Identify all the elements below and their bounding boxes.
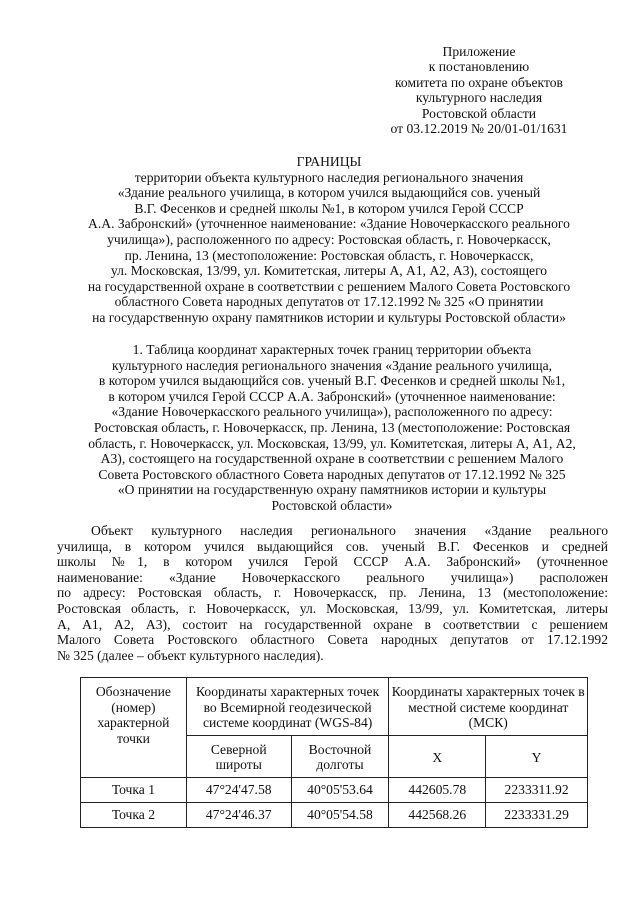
appendix-line: от 03.12.2019 № 20/01-01/1631: [390, 121, 568, 137]
table-caption-line: А3), состоящего на государственной охране в соответствии с решением Малого: [100, 451, 564, 467]
title-line: на государственной охране в соответствии с решением Малого Совета Ростовского: [87, 278, 571, 294]
table-caption-line: Ростовской области»: [271, 497, 393, 513]
cell-north: 47°24'46.37: [186, 802, 291, 827]
table-caption-line: Ростовская область, г. Новочеркасск, пр. Ленина, 13 (местоположение: Ростовская: [93, 419, 571, 435]
title-line: областного Совета народных депутатов от 17.12.1992 № 325 «О принятии: [114, 294, 544, 310]
table-caption-line: культурного наследия регионального значения «Здание реального училища,: [111, 357, 553, 373]
table-caption: [48, 342, 616, 514]
header-y: Y: [486, 735, 588, 777]
title-line: училища»), расположенного по адресу: Ростовская область, г. Новочеркасск,: [107, 231, 551, 247]
header-x: X: [389, 735, 486, 777]
title-heading: ГРАНИЦЫ: [296, 154, 362, 169]
table-row: [81, 802, 588, 827]
header-north: Северной широты: [186, 735, 291, 777]
cell-point: Точка 1: [81, 777, 187, 802]
table-caption-line: «О принятии на государственную охрану памятников истории и культуры: [117, 482, 547, 498]
paragraph-line: Малого Совета Ростовского областного Совета народных депутатов от 17.12.1992: [57, 632, 608, 648]
paragraph-line: школы №1, в котором учился Герой СССР А.А. Забронский» (уточненное: [57, 554, 608, 570]
table-caption-line: в котором учился выдающийся сов. ученый В.Г. Фесенков и средней школы №1,: [98, 373, 566, 389]
table-caption-line: 1. Таблица координат характерных точек границ территории объекта: [132, 342, 532, 357]
table-header-row: [81, 678, 588, 736]
table-caption-line: область, г. Новочеркасск, ул. Московская, 13/99, ул. Комитетская, литеры А, А1, А2,: [88, 435, 576, 451]
paragraph-line: наименование: «Здание Новочеркасского реального училища») расположен: [57, 569, 608, 585]
header-wgs: Координаты характерных точек во Всемирной геодезической системе координат (WGS-84): [186, 678, 389, 736]
document-title: [40, 154, 618, 326]
paragraph-line: училища, в котором учился выдающийся сов. ученый В.Г. Фесенков и средней: [57, 538, 608, 554]
title-line: ул. Московская, 13/99, ул. Комитетская, литеры А, А1, А2, А3), состоящего: [110, 263, 548, 279]
header-east: Восточной долготы: [291, 735, 389, 777]
cell-x: 442568.26: [389, 802, 486, 827]
cell-y: 2233331.29: [486, 802, 588, 827]
title-line: территории объекта культурного наследия регионального значения: [134, 169, 524, 185]
table-row: [81, 777, 588, 802]
title-line: В.Г. Фесенков и средней школы №1, в котором учился Герой СССР: [134, 200, 524, 216]
cell-point: Точка 2: [81, 802, 187, 827]
appendix-line: культурного наследия: [415, 90, 543, 106]
table-caption-line: в котором учился Герой СССР А.А. Забронский» (уточненное наименование:: [108, 388, 556, 404]
paragraph-line: № 325 (далее – объект культурного наследия).: [57, 647, 324, 663]
appendix-line: к постановлению: [428, 59, 530, 75]
cell-east: 40°05'53.64: [291, 777, 389, 802]
coordinates-table: [80, 677, 588, 828]
title-line: на государственную охрану памятников истории и культуры Ростовской области»: [92, 309, 566, 325]
table-caption-line: «Здание Новочеркасского реального училища»), расположенного по адресу:: [111, 404, 553, 420]
table-caption-line: Совета Ростовского областного Совета народных депутатов от 17.12.1992 № 325: [98, 466, 566, 482]
paragraph-line: Объект культурного наследия регионального значения «Здание реального: [91, 523, 608, 538]
appendix-header: [370, 44, 588, 136]
description-paragraph: [57, 523, 608, 663]
cell-x: 442605.78: [389, 777, 486, 802]
cell-east: 40°05'54.58: [291, 802, 389, 827]
title-line: «Здание реального училища, в котором учился выдающийся сов. ученый: [117, 185, 541, 201]
appendix-line: комитета по охране объектов: [395, 74, 563, 90]
appendix-line: Ростовской области: [421, 105, 537, 121]
title-line: пр. Ленина, 13 (местоположение: Ростовская область, г. Новочеркасск,: [124, 247, 534, 263]
cell-north: 47°24'47.58: [186, 777, 291, 802]
cell-y: 2233311.92: [486, 777, 588, 802]
appendix-line: Приложение: [442, 44, 516, 59]
header-point: Обозначение (номер) характерной точки: [81, 678, 187, 778]
paragraph-line: Ростовская область, г. Новочеркасск, ул. Московская, 13/99, ул. Комитетская, литеры: [57, 600, 608, 616]
header-msk: Координаты характерных точек в местной системе координат (МСК): [389, 678, 588, 736]
paragraph-line: по адресу: Ростовская область, г. Новочеркасск, пр. Ленина, 13 (местоположение:: [57, 585, 608, 601]
paragraph-line: А, А1, А2, А3), состоит на государственной охране в соответствии с решением: [57, 616, 608, 632]
title-line: А.А. Забронский» (уточненное наименование: «Здание Новочеркасского реального: [88, 216, 570, 232]
